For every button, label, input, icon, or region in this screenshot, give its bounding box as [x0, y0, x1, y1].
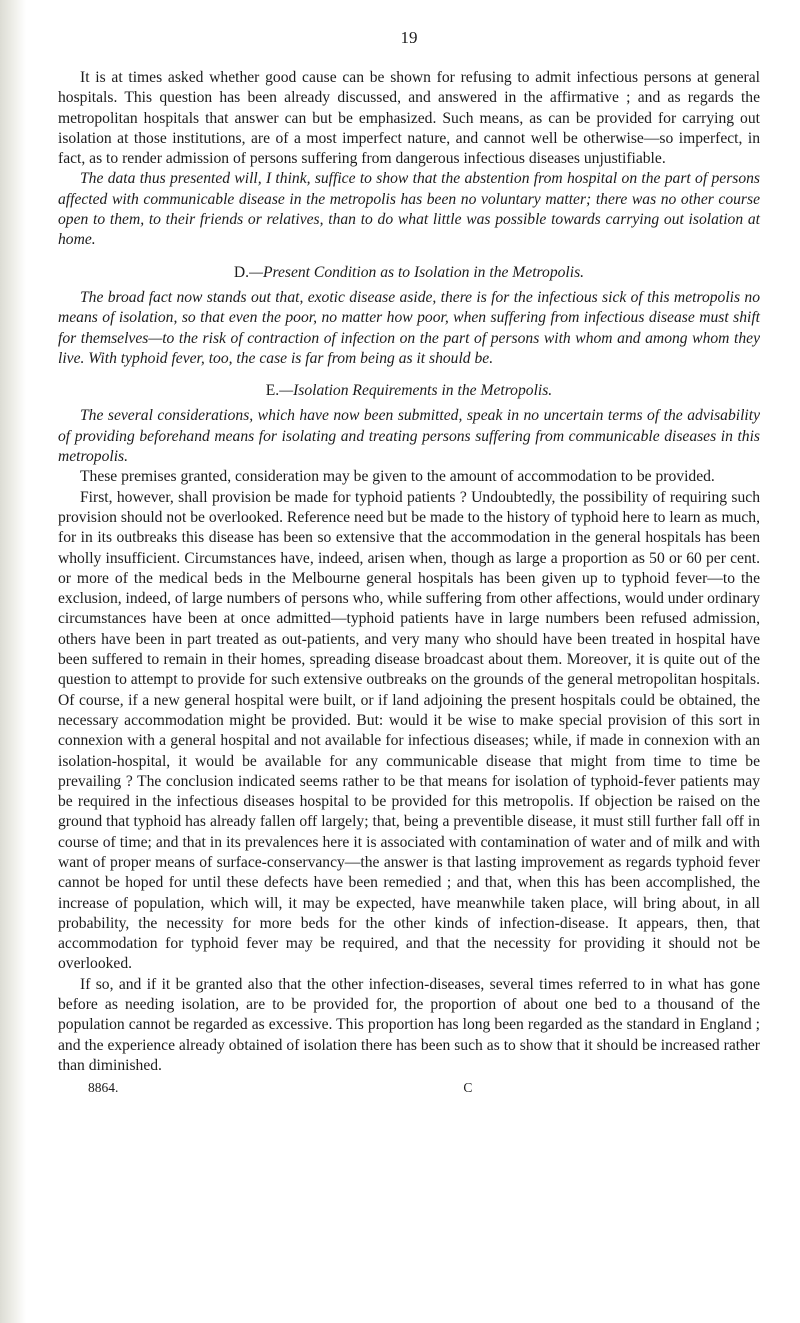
page-edge-shadow [0, 0, 26, 1323]
paragraph-hospital-admission: It is at times asked whether good cause can be shown for refusing to admit infectious persons at general hospitals. This question has been already discussed, and answered in the affirmative ; and as regards the metropolitan hospitals that answer can but be emphasized. Such means, as can be provided for carrying out isolation at those institutions, are of a most imperfect nature, and cannot well be otherwise—so imperfect, in fact, as to render admission of persons suffering from dangerous infectious diseases unjustifiable. [58, 69, 760, 168]
section-e-paragraph-typhoid: First, however, shall provision be made for typhoid patients ? Undoubtedly, the possibility of requiring such provision should not be overlooked. Reference need but be made to the history of typhoid here to learn as much, for in its outbreaks this disease has been so extensive that the accommodation in the general hospitals has been wholly insufficient. Circumstances have, indeed, arisen when, though as large a proportion as 50 or 60 per cent. or more of the medical beds in the Melbourne general hospitals has been given up to typhoid fever—to the exclusion, indeed, of large numbers of persons who, while suffering from other affections, would under ordinary circumstances have been at once admitted—typhoid patients have in large numbers been refused admission, others have been in part treated as out-patients, and very many who should have been treated in hospital have been suffered to remain in their homes, spreading disease broadcast about them. Moreover, it is quite out of the question to attempt to provide for such extensive outbreaks on the grounds of the general metropolitan hospitals. Of course, if a new general hospital were built, or if land adjoining the present hospitals could be obtained, the necessary accommodation might be provided. But: would it be wise to make special provision of this sort in connexion with a general hospital and not available for infectious diseases; while, if made in connexion with an isolation-hospital, it would be available for any communicable disease that might from time to time be prevailing ? The conclusion indicated seems rather to be that means for isolation of typhoid-fever patients may be required in the infectious diseases hospital to be provided for this metropolis. If objection be raised on the ground that typhoid has already fallen off largely; that, being a preventible disease, it must still further fall off in course of time; and that in its prevalences here it is associated with contamination of water and of milk and with want of proper means of surface-conservancy—the answer is that lasting improvement as regards typhoid fever cannot be hoped for until these defects have been remedied ; and that, when this has been accomplished, the increase of population, which will, it may be expected, have meanwhile taken place, will bring about, in all probability, the necessity for more beds for the other kinds of infection-disease. It appears, then, that accommodation for typhoid fever may be required, and that the necessity for providing it should not be overlooked. [58, 488, 760, 973]
section-d-paragraph: The broad fact now stands out that, exotic disease aside, there is for the infectious sick of this metropolis no means of isolation, so that even the poor, no matter how poor, when suffering from infectious disease must shift for themselves—to the risk of contraction of infection on the part of persons with whom and among whom they live. With typhoid fever, too, the case is far from being as it should be. [58, 288, 760, 367]
section-e-paragraph-premises: These premises granted, consideration may be given to the amount of accommodation to be provided. [80, 468, 715, 486]
section-e-paragraph-considerations: The several considerations, which have now been submitted, speak in no uncertain terms of the advisability of providing beforehand means for isolating and treating persons suffering from communicable diseases in this metropolis. [58, 407, 760, 466]
document-page [58, 28, 760, 1096]
section-e-letter: E. [265, 382, 280, 400]
paragraph-data-summary: The data thus presented will, I think, suffice to show that the abstention from hospital on the part of persons affected with communicable disease in the metropolis has been no voluntary matter; there was no other course open to them, to their friends or relatives, than to do what little was possible towards carrying out isolation at home. [58, 170, 760, 249]
signature-mark: C [463, 1080, 473, 1096]
section-e-title: —Isolation Requirements in the Metropolis. [279, 382, 553, 400]
section-e-heading [58, 381, 760, 401]
page-number: 19 [400, 28, 418, 47]
print-code: 8864. [88, 1080, 119, 1096]
page-footer [58, 1080, 760, 1096]
section-d-letter: D. [233, 263, 250, 281]
section-d-title: —Present Condition as to Isolation in the Metropolis. [249, 263, 585, 281]
section-e-paragraph-proportion: If so, and if it be granted also that the other infection-diseases, several times referred to in what has gone before as needing isolation, are to be provided for, the proportion of about one bed to a thousand of the population cannot be regarded as excessive. This proportion has long been regarded as the standard in England ; and the experience already obtained of isolation there has been such as to show that it should be increased rather than diminished. [58, 975, 760, 1074]
section-d-heading [58, 263, 760, 283]
